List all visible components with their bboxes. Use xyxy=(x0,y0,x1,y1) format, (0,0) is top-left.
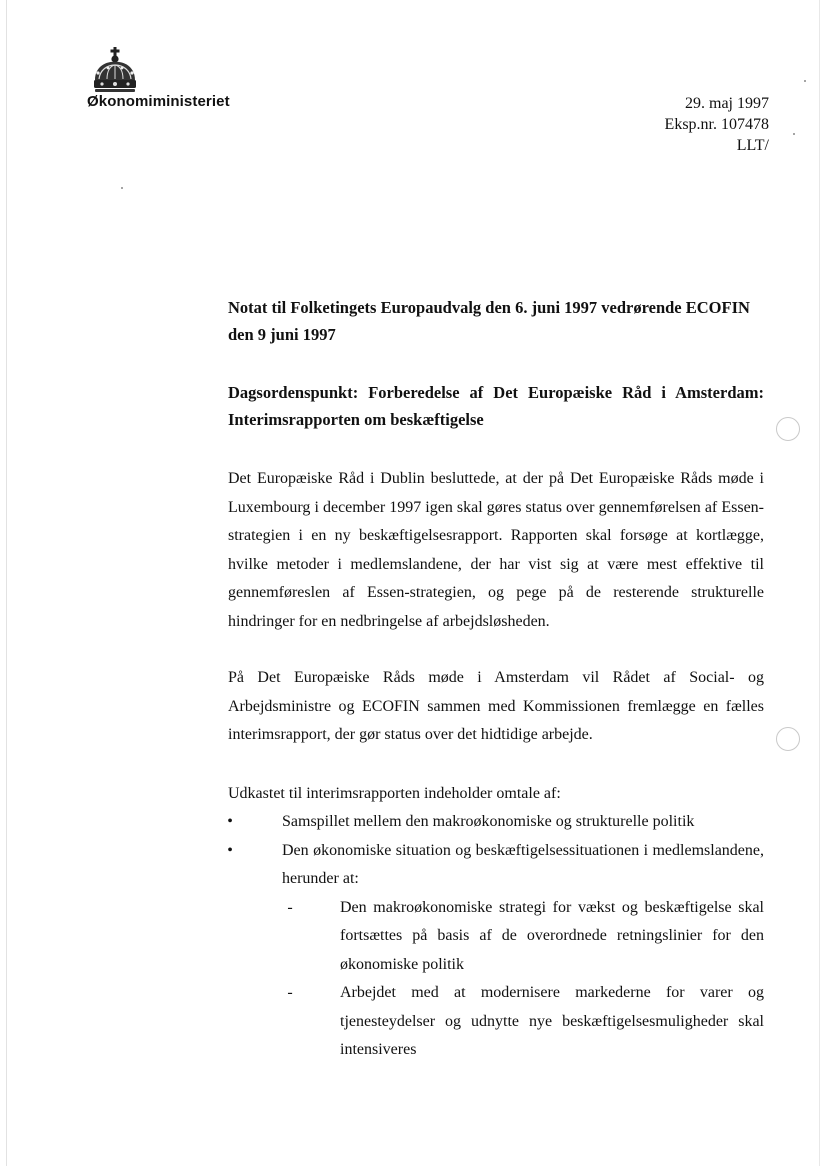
list-item xyxy=(228,808,764,837)
punch-hole-mark xyxy=(776,727,800,751)
dash-mark: - xyxy=(287,898,293,916)
paragraph: Det Europæiske Råd i Dublin besluttede, at der på Det Europæiske Råds møde i Luxembourg i december 1997 igen skal gøres status over gennemførelsen af Essen-strategien i en ny beskæftigelsesrapport. Rapporten skal forsøge at kortlægge, hvilke metoder i medlemslandene, der har vist sig at være mest effektive til gennemføreslen af Essen-strategien, og pege på de resterende strukturelle hindringer for en nedbringelse af arbejdsløsheden. xyxy=(228,470,764,630)
sub-list-item-text: Den makroøkonomiske strategi for vækst og beskæftigelse skal fortsættes på basis af de overordnede retningslinier for den økonomiske politik xyxy=(340,898,764,973)
reference-number: Eksp.nr. 107478 xyxy=(664,116,769,133)
punch-hole-mark xyxy=(776,417,800,441)
bullet-mark: • xyxy=(227,841,233,859)
document-date: 29. maj 1997 xyxy=(685,95,769,112)
author-initials: LLT/ xyxy=(736,137,769,154)
ministry-name: Økonomiministeriet xyxy=(87,93,230,110)
list-item-text: Den økonomiske situation og beskæftigelsessituationen i medlemslandene, herunder at: xyxy=(282,841,764,887)
document-meta xyxy=(665,93,769,156)
document-title: Notat til Folketingets Europaudvalg den 6. juni 1997 vedrørende ECOFIN den 9 juni 1997 xyxy=(228,298,750,344)
paragraph-intro: Udkastet til interimsrapporten indeholder omtale af: xyxy=(228,784,561,802)
bullet-mark: • xyxy=(227,813,233,830)
agenda-heading: Dagsordenspunkt: Forberedelse af Det Europæiske Råd i Amsterdam: Interimsrapporten om beskæftigelse xyxy=(228,383,764,429)
sub-list-item xyxy=(282,979,764,1065)
dash-mark: - xyxy=(287,984,293,1001)
document-body xyxy=(228,294,764,1065)
bullet-list xyxy=(228,808,764,1065)
paragraph: På Det Europæiske Råds møde i Amsterdam vil Rådet af Social- og Arbejdsministre og ECOFIN sammen med Kommissionen fremlægge en fælles interimsrapport, der gør status over det hidtidige arbejde. xyxy=(228,669,764,743)
list-item-text-block xyxy=(282,837,764,894)
list-item-text: Samspillet mellem den makroøkonomiske og strukturelle politik xyxy=(282,813,695,830)
royal-crown-icon xyxy=(89,46,141,94)
sub-list-item-text: Arbejdet med at modernisere markederne for varer og tjenesteydelser og udnytte nye beskæftigelsesmuligheder skal intensiveres xyxy=(340,984,764,1058)
scan-speck xyxy=(804,80,806,82)
scan-speck xyxy=(121,187,123,189)
sub-list xyxy=(282,894,764,1065)
scan-speck xyxy=(793,133,795,135)
list-item xyxy=(228,837,764,1065)
sub-list-item xyxy=(282,894,764,980)
